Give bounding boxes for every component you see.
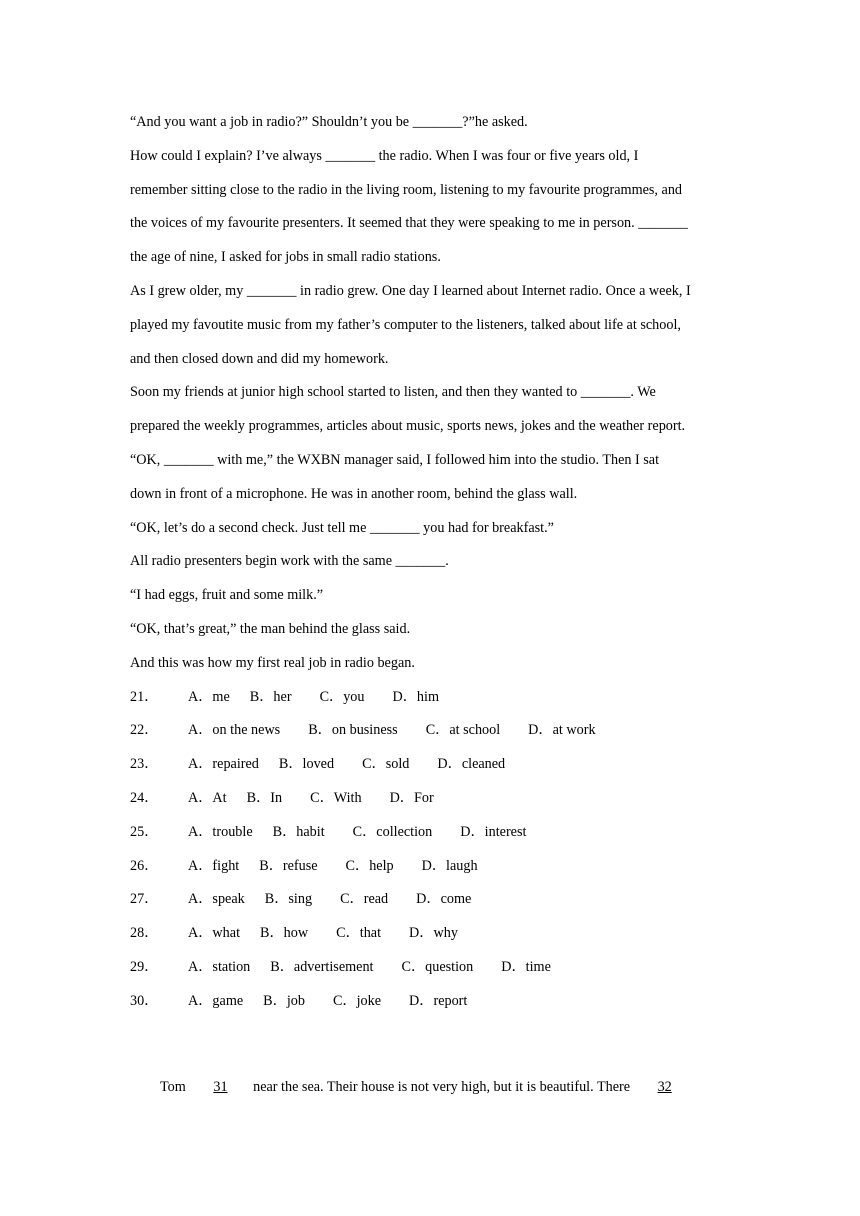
passage-line: All radio presenters begin work with the same _______. [130, 553, 449, 570]
passage-line: How could I explain? I’ve always _______ the radio. When I was four or five years old, I [130, 147, 639, 164]
next-passage-line [160, 1079, 740, 1096]
question-row [130, 887, 740, 921]
question-number: 22． [130, 722, 159, 739]
passage-line: “I had eggs, fruit and some milk.” [130, 587, 324, 604]
question-row [130, 820, 740, 854]
passage-line: As I grew older, my _______ in radio grew. One day I learned about Internet radio. Once a week, I [130, 282, 691, 299]
passage-line: “OK, _______ with me,” the WXBN manager said, I followed him into the studio. Then I sat [130, 451, 660, 468]
question-row [130, 854, 740, 888]
answer-option: D．him [392, 688, 440, 705]
answer-option: C．help [345, 857, 394, 874]
question-number: 30． [130, 992, 159, 1009]
next-passage-start: Tom [160, 1079, 186, 1095]
answer-option: A．At [188, 789, 227, 806]
answer-option: D．cleaned [437, 756, 506, 773]
answer-option: D．report [409, 992, 468, 1009]
passage-line: “And you want a job in radio?” Shouldn’t you be _______?”he asked. [130, 114, 528, 130]
cloze-passage [130, 110, 740, 1023]
answer-option: A．game [188, 992, 244, 1009]
passage-line: Soon my friends at junior high school started to listen, and then they wanted to _______. We [130, 384, 656, 401]
answer-option: D．laugh [421, 857, 478, 874]
question-row [130, 989, 740, 1023]
answer-option: D．why [409, 925, 458, 942]
blank-32: 32 [657, 1079, 672, 1095]
passage-line: down in front of a microphone. He was in another room, behind the glass wall. [130, 485, 578, 502]
answer-option: A．repaired [188, 756, 259, 773]
passage-line: “OK, let’s do a second check. Just tell me _______ you had for breakfast.” [130, 519, 554, 536]
question-number: 23． [130, 756, 159, 773]
answer-option: A．station [188, 958, 251, 975]
next-passage-text: near the sea. Their house is not very high, but it is beautiful. There [253, 1079, 631, 1095]
answer-option: D．come [416, 891, 472, 908]
passage-line: the age of nine, I asked for jobs in small radio stations. [130, 249, 441, 266]
answer-option: B．loved [278, 756, 335, 773]
question-number: 21． [130, 688, 159, 705]
passage-line: played my favoutite music from my father’s computer to the listeners, talked about life at school, [130, 316, 681, 333]
answer-option: B．habit [272, 823, 325, 840]
answer-option: B．job [263, 992, 305, 1009]
answer-option: B．sing [264, 891, 313, 908]
question-row [130, 921, 740, 955]
question-number: 29． [130, 958, 159, 975]
question-list [130, 685, 740, 1023]
answer-option: D．interest [460, 823, 527, 840]
question-number: 27． [130, 891, 159, 908]
passage-line: And this was how my first real job in radio began. [130, 654, 415, 671]
answer-option: D．For [389, 789, 434, 806]
passage-line: prepared the weekly programmes, articles about music, sports news, jokes and the weather report. [130, 418, 686, 435]
blank-31: 31 [213, 1079, 228, 1095]
answer-option: A．what [188, 925, 241, 942]
question-row [130, 718, 740, 752]
question-number: 25． [130, 823, 159, 840]
answer-option: C．you [319, 688, 365, 705]
answer-option: D．at work [528, 722, 596, 739]
question-row [130, 752, 740, 786]
answer-option: B．refuse [259, 857, 318, 874]
question-row [130, 955, 740, 989]
answer-option: C．sold [362, 756, 410, 773]
passage-line: the voices of my favourite presenters. It seemed that they were speaking to me in person. _______ [130, 215, 688, 232]
answer-option: C．that [336, 925, 382, 942]
passage-line: “OK, that’s great,” the man behind the glass said. [130, 620, 411, 637]
answer-option: C．at school [425, 722, 501, 739]
answer-option: B．advertisement [270, 958, 374, 975]
answer-option: A．me [188, 688, 230, 705]
question-row [130, 786, 740, 820]
answer-option: C．question [401, 958, 474, 975]
passage-line: and then closed down and did my homework. [130, 350, 389, 367]
question-row [130, 685, 740, 719]
answer-option: A．speak [188, 891, 245, 908]
answer-option: C．With [310, 789, 362, 806]
answer-option: A．trouble [188, 823, 253, 840]
answer-option: C．collection [352, 823, 433, 840]
answer-option: B．In [246, 789, 283, 806]
answer-option: A．on the news [188, 722, 281, 739]
answer-option: A．fight [188, 857, 240, 874]
question-number: 26． [130, 857, 159, 874]
answer-option: C．read [340, 891, 389, 908]
question-number: 28． [130, 925, 159, 942]
passage-line: remember sitting close to the radio in the living room, listening to my favourite programmes, and [130, 181, 683, 198]
answer-option: B．her [249, 688, 292, 705]
question-number: 24． [130, 789, 159, 806]
answer-option: B．on business [308, 722, 398, 739]
answer-option: C．joke [332, 992, 382, 1009]
answer-option: B．how [260, 925, 309, 942]
answer-option: D．time [501, 958, 551, 975]
